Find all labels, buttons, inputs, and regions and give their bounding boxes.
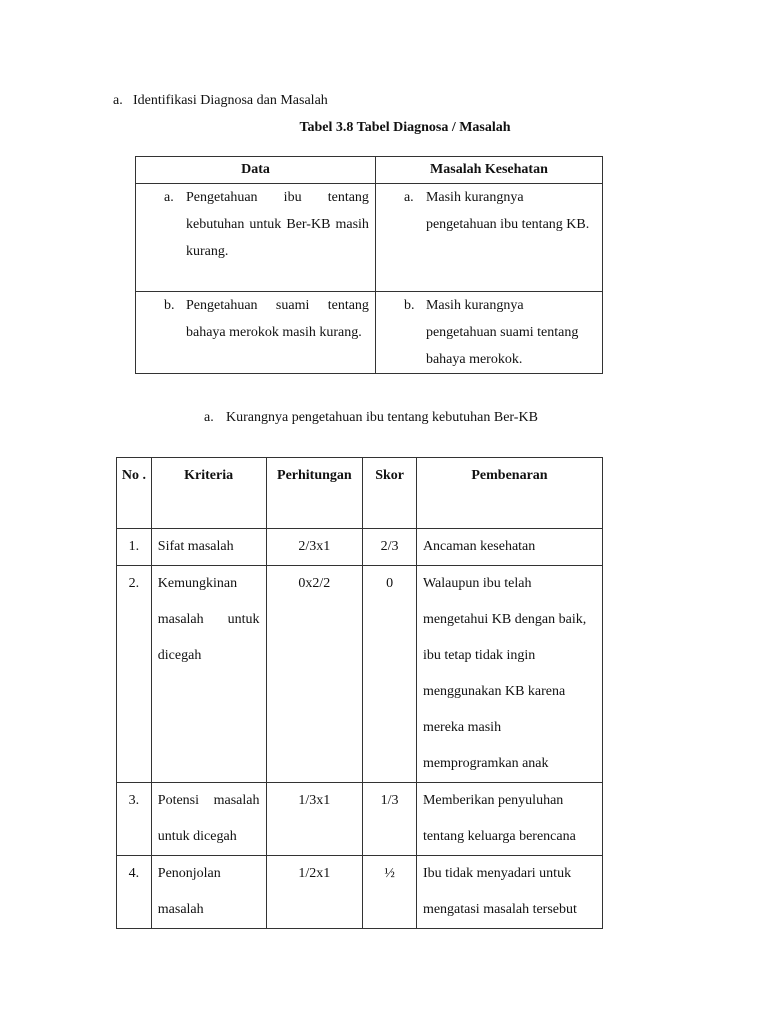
perhitungan-cell: 0x2/2 [266, 566, 363, 783]
table-row [117, 856, 603, 929]
pembenaran-cell: Ibu tidak menyadari untuk mengatasi masalah tersebut [416, 856, 602, 929]
table-caption: Tabel 3.8 Tabel Diagnosa / Masalah [299, 120, 511, 135]
column-header-data: Data [136, 157, 376, 184]
column-header-pembenaran: Pembenaran [416, 458, 602, 529]
masalah-text: Masih kurangnya pengetahuan ibu tentang KB. [425, 190, 590, 232]
perhitungan-cell: 1/3x1 [266, 783, 363, 856]
row-number: 4. [117, 856, 152, 929]
section-title: Kurangnya pengetahuan ibu tentang kebutuhan Ber-KB [226, 410, 538, 425]
list-marker: a. [204, 410, 214, 425]
kriteria-cell: Penonjolan masalah [151, 856, 266, 929]
row-number: 3. [117, 783, 152, 856]
data-text: Pengetahuan suami tentang bahaya merokok masih kurang. [186, 298, 369, 340]
pembenaran-cell: Memberikan penyuluhan tentang keluarga berencana [416, 783, 602, 856]
kriteria-cell: Potensi masalah untuk dicegah [151, 783, 266, 856]
table-row [117, 566, 603, 783]
masalah-cell [375, 292, 602, 374]
column-header-kriteria: Kriteria [151, 458, 266, 529]
diagnosis-table [135, 156, 603, 374]
list-marker: a. [403, 190, 414, 205]
column-header-no: No . [117, 458, 152, 529]
section-heading-kurangnya [204, 410, 538, 426]
list-marker: b. [164, 298, 175, 313]
table-row [136, 184, 603, 292]
row-number: 1. [117, 529, 152, 566]
section-heading-identifikasi [113, 93, 328, 109]
table-row [117, 529, 603, 566]
kriteria-cell: Kemungkinan masalah untuk dicegah [151, 566, 266, 783]
skor-cell: ½ [363, 856, 417, 929]
table-header-row [117, 458, 603, 529]
list-marker: a. [164, 190, 174, 205]
table-header-row [136, 157, 603, 184]
list-marker: a. [113, 93, 123, 108]
table-row [117, 783, 603, 856]
row-number: 2. [117, 566, 152, 783]
masalah-text: Masih kurangnya pengetahuan suami tentang bahaya merokok. [425, 298, 579, 367]
data-text: Pengetahuan ibu tentang kebutuhan untuk Ber-KB masih kurang. [186, 190, 369, 259]
section-title: Identifikasi Diagnosa dan Masalah [133, 93, 328, 108]
perhitungan-cell: 1/2x1 [266, 856, 363, 929]
skor-cell: 1/3 [363, 783, 417, 856]
masalah-cell [375, 184, 602, 292]
scoring-table [116, 457, 603, 929]
list-marker: b. [403, 298, 415, 313]
table-row [136, 292, 603, 374]
skor-cell: 2/3 [363, 529, 417, 566]
column-header-perhitungan: Perhitungan [266, 458, 363, 529]
pembenaran-cell: Walaupun ibu telah mengetahui KB dengan baik, ibu tetap tidak ingin menggunakan KB karena mereka masih memprogramkan anak [416, 566, 602, 783]
data-cell [136, 292, 376, 374]
kriteria-cell: Sifat masalah [151, 529, 266, 566]
data-cell [136, 184, 376, 292]
column-header-masalah: Masalah Kesehatan [375, 157, 602, 184]
column-header-skor: Skor [363, 458, 417, 529]
pembenaran-cell: Ancaman kesehatan [416, 529, 602, 566]
skor-cell: 0 [363, 566, 417, 783]
perhitungan-cell: 2/3x1 [266, 529, 363, 566]
